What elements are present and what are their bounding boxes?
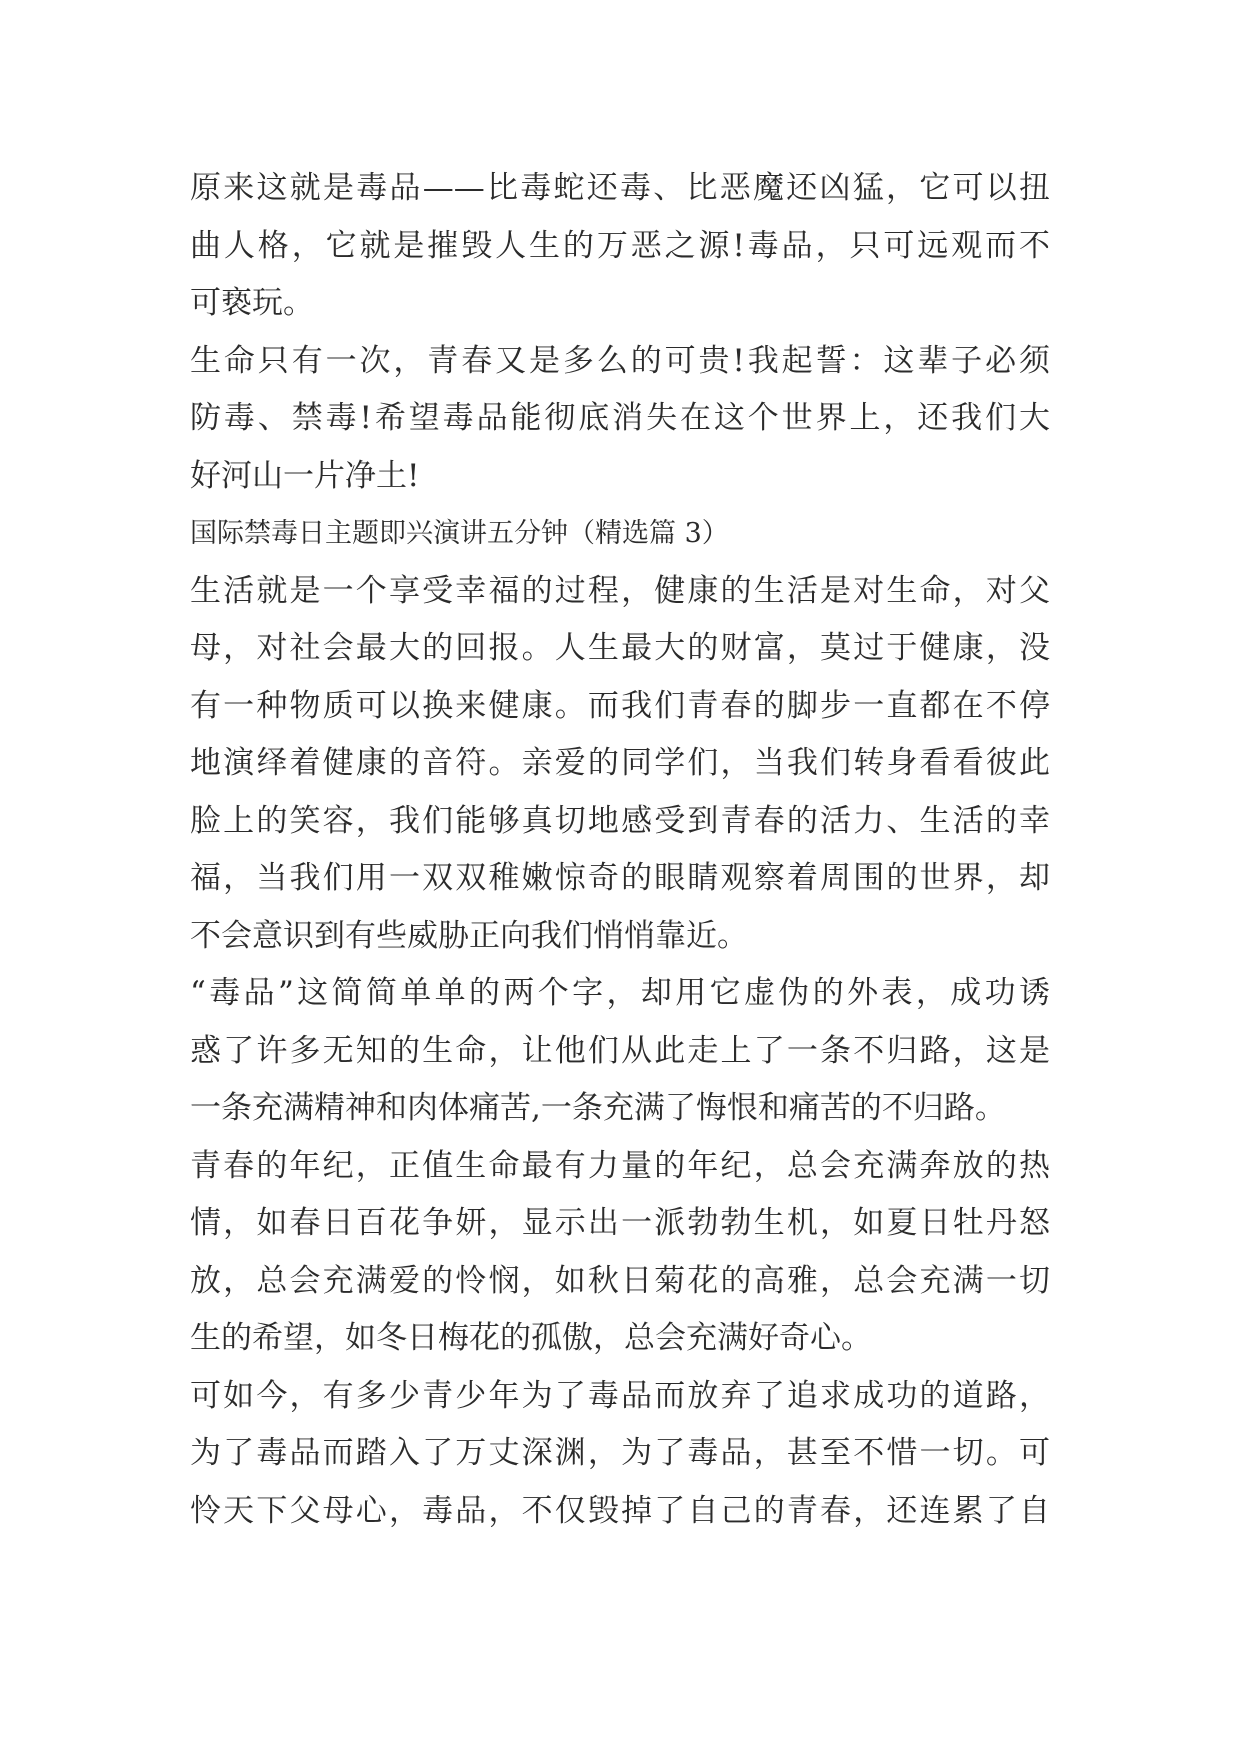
paragraph-line: 生的希望，如冬日梅花的孤傲，总会充满好奇心。: [190, 1320, 872, 1356]
paragraph-line: 情，如春日百花争妍，显示出一派勃勃生机，如夏日牡丹怒: [190, 1205, 1050, 1241]
paragraph-line: 一条充满精神和肉体痛苦,一条充满了悔恨和痛苦的不归路。: [190, 1090, 1006, 1126]
paragraph-line: 原来这就是毒品——比毒蛇还毒、比恶魔还凶猛，它可以扭: [190, 170, 1050, 206]
paragraph-line: 可亵玩。: [190, 285, 314, 321]
paragraph: [190, 563, 1050, 966]
paragraph-line: 有一种物质可以换来健康。而我们青春的脚步一直都在不停: [190, 687, 1050, 724]
section-heading-text: 国际禁毒日主题即兴演讲五分钟（精选篇 3）: [190, 518, 729, 549]
paragraph-line: 好河山一片净土!: [190, 457, 420, 494]
document-body: [190, 160, 1050, 1540]
paragraph-line: 脸上的笑容，我们能够真切地感受到青春的活力、生活的幸: [190, 802, 1050, 839]
paragraph: [190, 1368, 1050, 1541]
paragraph-line: 青春的年纪，正值生命最有力量的年纪，总会充满奔放的热: [190, 1147, 1050, 1184]
paragraph-line: 生活就是一个享受幸福的过程，健康的生活是对生命，对父: [190, 572, 1050, 609]
paragraph-line: “毒品”这简简单单的两个字，却用它虚伪的外表，成功诱: [190, 975, 1050, 1011]
paragraph-line: 可如今，有多少青少年为了毒品而放弃了追求成功的道路，: [190, 1377, 1050, 1414]
paragraph-line: 怜天下父母心，毒品，不仅毁掉了自己的青春，还连累了自: [190, 1492, 1050, 1529]
paragraph: [190, 333, 1050, 506]
paragraph-line: 为了毒品而踏入了万丈深渊，为了毒品，甚至不惜一切。可: [190, 1435, 1050, 1471]
paragraph-line: 曲人格，它就是摧毁人生的万恶之源!毒品，只可远观而不: [190, 227, 1050, 264]
paragraph-line: 不会意识到有些威胁正向我们悄悄靠近。: [190, 917, 748, 954]
section-heading: [190, 505, 1050, 563]
paragraph-line: 放，总会充满爱的怜悯，如秋日菊花的高雅，总会充满一切: [190, 1262, 1050, 1299]
paragraph-line: 福，当我们用一双双稚嫩惊奇的眼睛观察着周围的世界，却: [190, 860, 1050, 896]
paragraph-line: 地演绎着健康的音符。亲爱的同学们，当我们转身看看彼此: [190, 745, 1050, 781]
paragraph: [190, 1138, 1050, 1368]
paragraph-line: 生命只有一次，青春又是多么的可贵!我起誓：这辈子必须: [190, 342, 1050, 379]
paragraph-line: 防毒、禁毒!希望毒品能彻底消失在这个世界上，还我们大: [190, 400, 1050, 436]
paragraph: [190, 160, 1050, 333]
paragraph-line: 母，对社会最大的回报。人生最大的财富，莫过于健康，没: [190, 630, 1050, 666]
paragraph-line: 惑了许多无知的生命，让他们从此走上了一条不归路，这是: [190, 1032, 1050, 1069]
paragraph: [190, 965, 1050, 1138]
